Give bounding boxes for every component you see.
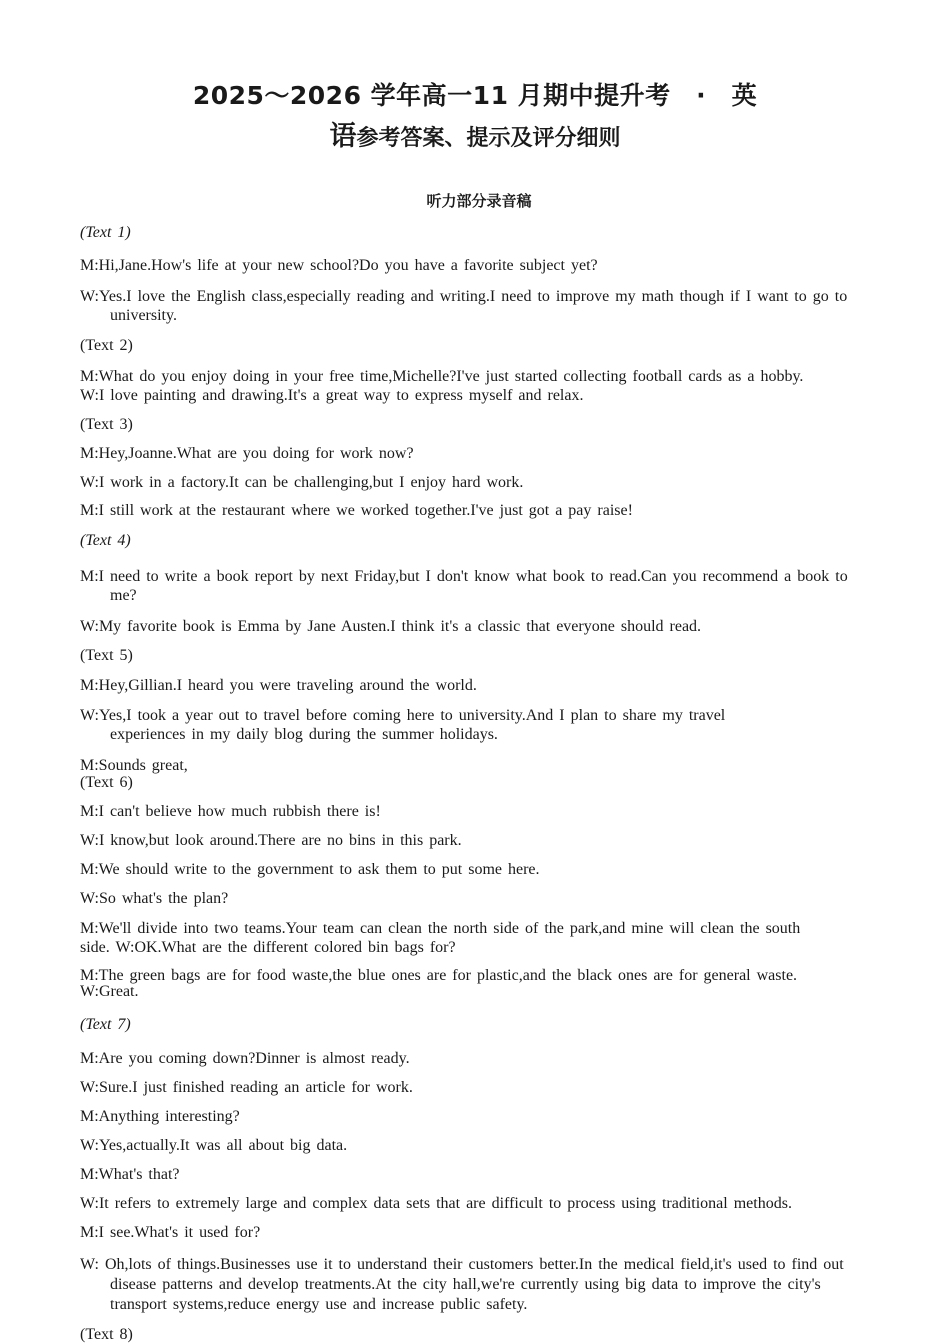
dialogue-line: W:Sure.I just finished reading an article for work. [80,1079,413,1096]
dialogue-line: M:Sounds great, [80,757,188,774]
dialogue-line: M:Hey,Gillian.I heard you were traveling around the world. [80,677,477,694]
dialogue-line: M:I need to write a book report by next Friday,but I don't know what book to read.Can you recommend a book to me? [80,568,848,604]
dialogue-line: W:I know,but look around.There are no bins in this park. [80,832,462,849]
text-label-7: (Text 7) [80,1016,131,1033]
dialogue-line: M:I see.What's it used for? [80,1224,261,1241]
dialogue-line: M:I still work at the restaurant where we worked together.I've just got a pay raise! [80,502,633,519]
dialogue-line: M:We should write to the government to ask them to put some here. [80,861,540,878]
dialogue-line: W:My favorite book is Emma by Jane Austen.I think it's a classic that everyone should read. [80,618,702,635]
dialogue-line: M:What's that? [80,1166,180,1183]
text-label-3: (Text 3) [80,416,133,433]
dialogue-line: M:The green bags are for food waste,the blue ones are for plastic,and the black ones are for general waste. W:Great. [80,967,798,1000]
section-title: 听力部分录音稿 [426,192,532,210]
dialogue-line: M:Anything interesting? [80,1108,240,1125]
dialogue-line: M:Hi,Jane.How's life at your new school?Do you have a favorite subject yet? [80,257,598,274]
text-label-5: (Text 5) [80,647,133,664]
dialogue-line: M:Are you coming down?Dinner is almost ready. [80,1050,410,1067]
text-label-2: (Text 2) [80,337,133,354]
dialogue-line: M:What do you enjoy doing in your free time,Michelle?I've just started collecting football cards as a hobby. W:I love painting and drawing.It's a great way to express myself and relax. [80,368,804,404]
dialogue-line: W:So what's the plan? [80,890,229,907]
dialogue-line: W: Oh,lots of things.Businesses use it to understand their customers better.In the medical field,it's used to find out disease patterns and develop treatments.At the city hall,we're currently using big data to improve the city's transport systems,reduce energy use and increase public safety. [80,1256,844,1313]
dialogue-line: W:Yes,actually.It was all about big data. [80,1137,348,1154]
dialogue-line: M:I can't believe how much rubbish there is! [80,803,381,820]
title-line2-rest: 参考答案、提示及评分细则 [356,126,621,151]
text-label-6: (Text 6) [80,774,133,791]
text-label-4: (Text 4) [80,532,131,549]
text-label-8: (Text 8) [80,1326,133,1343]
dialogue-line: M:We'll divide into two teams.Your team can clean the north side of the park,and mine will clean the south side. W:OK.What are the different colored bin bags for? [80,920,801,956]
document-title-line2 [0,114,950,153]
document-title-line1: 2025～2026 学年高一11 月期中提升考 · 英 [192,81,758,110]
title-line2-first-char: 语 [329,121,357,152]
dialogue-line: W:I work in a factory.It can be challenging,but I enjoy hard work. [80,474,524,491]
dialogue-line: W:Yes,I took a year out to travel before coming here to university.And I plan to share my travel experiences in my daily blog during the summer holidays. [80,707,726,743]
dialogue-line: W:It refers to extremely large and complex data sets that are difficult to process using traditional methods. [80,1195,792,1212]
text-label-1: (Text 1) [80,224,131,241]
dialogue-line: M:Hey,Joanne.What are you doing for work now? [80,445,414,462]
dialogue-line: W:Yes.I love the English class,especially reading and writing.I need to improve my math though if I want to go to university. [80,288,848,324]
